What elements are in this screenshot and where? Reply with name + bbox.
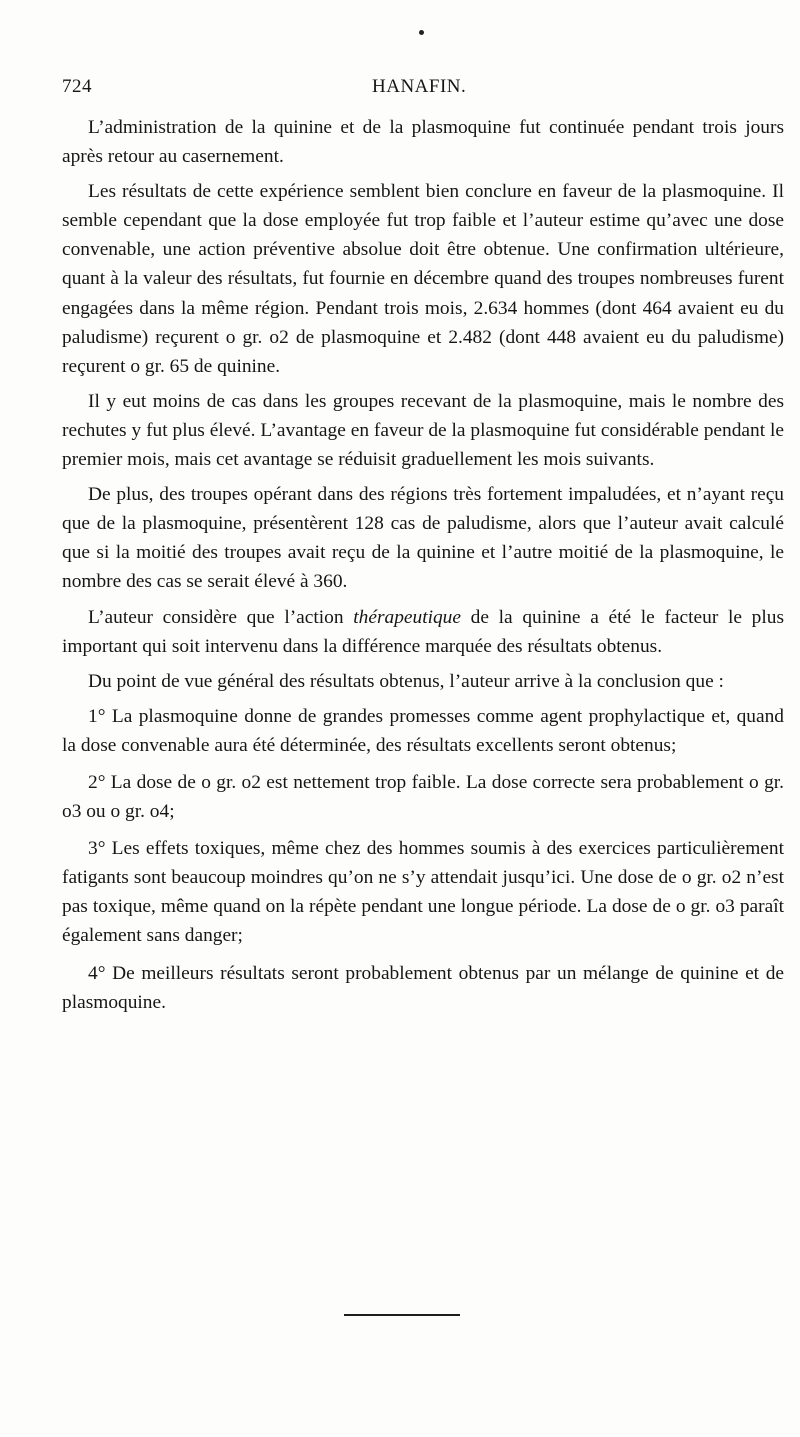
paragraph-3: Il y eut moins de cas dans les groupes recevant de la plasmoquine, mais le nombre des rechutes y fut plus élevé. L’avantage en faveur de la plasmoquine fut considérable pendant le premier mois, mais cet avantage se réduisit graduellement les mois suivants. (62, 390, 784, 471)
running-head: HANAFIN. (372, 76, 467, 97)
end-rule-divider (344, 1314, 460, 1316)
page-header (62, 76, 782, 104)
ink-speck-mark (419, 30, 424, 35)
conclusion-item-1: 1° La plasmoquine donne de grandes promesses comme agent prophylactique et, quand la dose convenable aura été déterminée, des résultats excellents seront obtenus; (62, 705, 784, 756)
paragraph-1: L’administration de la quinine et de la plasmoquine fut continuée pendant trois jours après retour au casernement. (62, 117, 784, 168)
body-text (62, 113, 784, 1025)
paragraph-5-after: de la quinine a été le facteur le plus important qui soit intervenu dans la différence marquée des résultats obtenus. (62, 606, 784, 657)
paragraph-5 (62, 603, 784, 661)
paragraph-2: Les résultats de cette expérience semblent bien conclure en faveur de la plasmoquine. Il semble cependant que la dose employée fut trop faible et l’auteur estime qu’avec une dose convenable, une action préventive absolue doit être obtenue. Une confirmation ultérieure, quant à la valeur des résultats, fut fournie en décembre quand des troupes nombreuses furent engagées dans la même région. Pendant trois mois, 2.634 hommes (dont 464 avaient eu du paludisme) reçurent o gr. o2 de plasmoquine et 2.482 (dont 448 avaient eu du paludisme) reçurent o gr. 65 de quinine. (62, 181, 784, 377)
paragraph-6: Du point de vue général des résultats obtenus, l’auteur arrive à la conclusion que : (88, 670, 724, 692)
conclusion-item-4: 4° De meilleurs résultats seront probablement obtenus par un mélange de quinine et de plasmoquine. (62, 962, 784, 1013)
paragraph-5-emphasis: thérapeutique (353, 606, 461, 628)
paragraph-5-before: L’auteur considère que l’action (88, 606, 354, 628)
page-number: 724 (62, 76, 92, 97)
conclusion-item-2: 2° La dose de o gr. o2 est nettement trop faible. La dose correcte sera probablement o gr. o3 ou o gr. o4; (62, 771, 784, 823)
paragraph-4: De plus, des troupes opérant dans des régions très fortement impaludées, et n’ayant reçu que de la plasmoquine, présentèrent 128 cas de paludisme, alors que l’auteur avait calculé que si la moitié des troupes avait reçu de la quinine et l’autre moitié de la plasmoquine, le nombre des cas se serait élevé à 360. (62, 484, 784, 593)
conclusion-item-3: 3° Les effets toxiques, même chez des hommes soumis à des exercices particulièrement fatigants sont beaucoup moindres qu’on ne s’y attendait jusqu’ici. Une dose de o gr. o2 n’est pas toxique, même quand on la répète pendant une longue période. La dose de o gr. o3 paraît également sans danger; (62, 838, 784, 947)
